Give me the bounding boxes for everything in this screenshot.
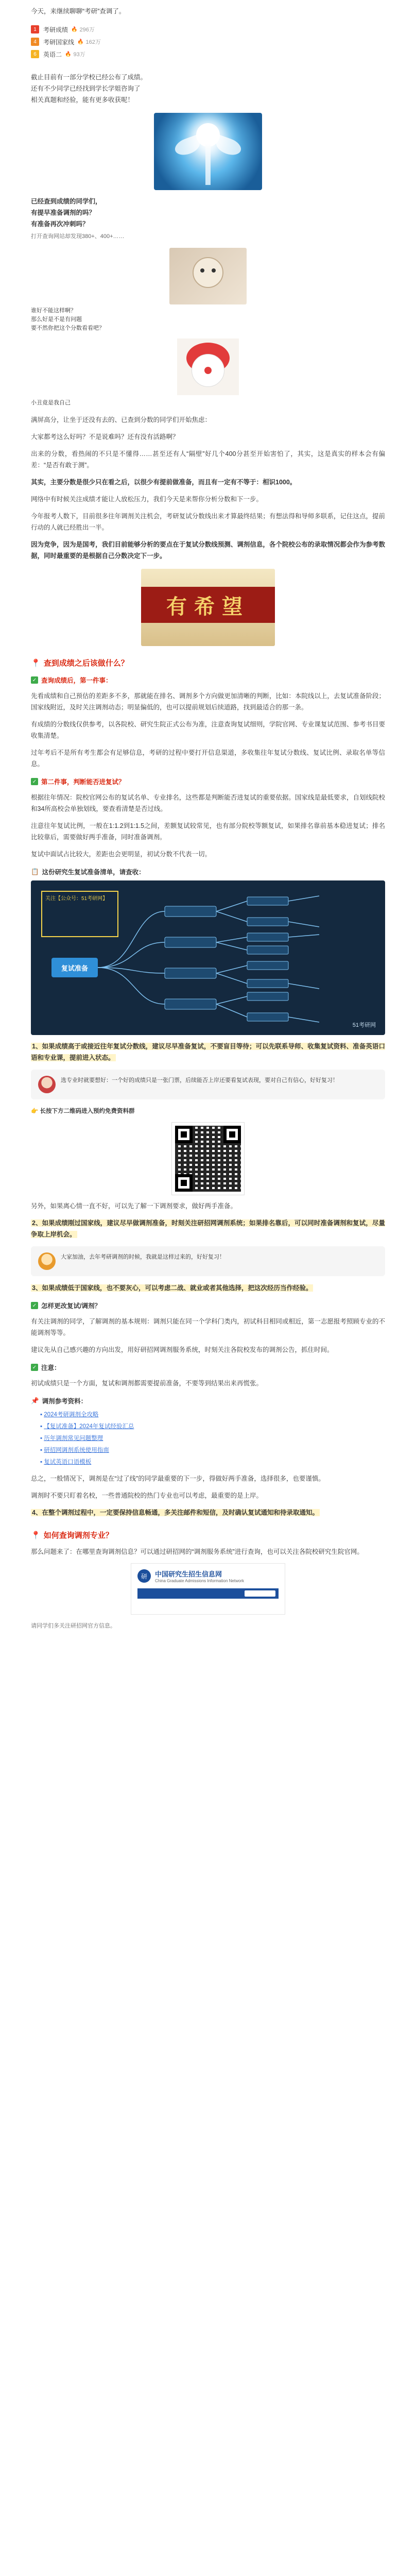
site-header <box>131 1564 285 1588</box>
check-icon: ✓ <box>31 1302 38 1309</box>
hot-item[interactable] <box>31 48 118 60</box>
mindmap-image <box>31 880 385 1035</box>
mindmap-center-label: 复试准备 <box>61 964 88 972</box>
link-text[interactable]: 复试英语口语模板 <box>44 1459 92 1465</box>
hot-label: 考研国家线 <box>43 38 75 46</box>
subsection-heading <box>31 1301 385 1310</box>
quote-bubble <box>31 1246 385 1276</box>
qr-caption: 👉 长按下方二维码进入预约免费资料群 <box>31 1108 135 1114</box>
intro-text: 今天，来继续聊聊“考研”查调了。 <box>31 8 126 15</box>
bubble-text: 大家加油，去年考研调剂的时候，我就是这样过来的，好好复习！ <box>61 1254 225 1260</box>
hot-label: 英语二 <box>43 50 62 58</box>
paragraph: 大家都考这么好吗？不是说难吗？还有没有活路啊？ <box>31 433 179 440</box>
paragraph: 根据往年情况：院校官网公布的复试名单、专业排名，这些都是判断能否进复试的重要依据。国家线是最低要求，自划线院校和34所高校会单独划线，要查看清楚是否过线。 <box>31 794 385 812</box>
footer-note: 请同学们多关注研招网官方信息。 <box>31 1623 116 1629</box>
paragraph: 另外，如果离心情一直不好，可以先了解一下调剂要求，做好两手准备。 <box>31 1202 237 1210</box>
cat-face <box>193 257 223 288</box>
site-nav-bar <box>137 1588 279 1599</box>
site-search-box[interactable] <box>245 1590 275 1597</box>
paragraph-highlight <box>31 539 385 562</box>
quote-bubble <box>31 1070 385 1099</box>
link-item[interactable]: ▪ 【复试准备】2024年复试经验汇总 <box>40 1423 134 1430</box>
banner-image <box>141 569 275 646</box>
rank-badge: 4 <box>31 38 39 46</box>
link-text[interactable]: 历年调剂常见问题整理 <box>44 1435 103 1442</box>
subsection-title: 注意： <box>41 1364 61 1371</box>
paragraph: 出来的分数，看热闹的不只是不懂得……甚至还有人“隔壁”好几个400分甚至开始害怕了，其实，这是真实的样本会有偏差：“是否有敢于测”。 <box>31 450 385 469</box>
warning-text: 3、如果成绩低于国家线，也不要灰心，可以考虑二战、就业或者其他选择，把这次经历当作经验。 <box>32 1284 313 1292</box>
paragraph: 有关注调剂的同学，了解调剂的基本规则：调剂只能在同一个学科门类内，初试科目相同或相近，第一志愿报考照顾专业的不能调剂等等。 <box>31 1318 385 1336</box>
warning-paragraph <box>31 1507 385 1518</box>
paragraph: 截止目前有一部分学校已经公布了成绩。 还有不少同学已经找到学长学姐咨询了 相关真题和经验，能有更多收获呢！ <box>31 74 147 104</box>
highlight-text: 因为竞争，因为是国考，我们目前能够分析的要点在于复试分数线预测、调剂信息，各个院校公布的录取情况都会作为参考数据，同时最重要的是根据自己分数决定下一步。 <box>31 541 385 560</box>
follow-text: 关注【公众号：51考研网】 <box>45 896 108 902</box>
link-item[interactable]: ▪ 历年调剂常见问题整理 <box>40 1435 103 1442</box>
meme-clown-image <box>177 338 239 395</box>
warning-paragraph <box>31 1041 385 1063</box>
brand-text: 51考研网 <box>352 1022 376 1028</box>
warning-paragraph <box>31 1282 385 1294</box>
banner-plaque <box>141 587 275 623</box>
paragraph: 过年考后不是所有考生都会有足够信息，考研的过程中要打开信息渠道，多收集往年复试分数线、复试比例、录取名单等信息。 <box>31 749 385 768</box>
hot-item[interactable] <box>31 23 118 36</box>
site-logo-icon: 研 <box>137 1569 151 1583</box>
hot-icon: 🔥 <box>71 26 78 32</box>
meme-caption: 小丑竟是我自己 <box>31 400 71 406</box>
paragraph: 复试中面试占比较大，差距也会更明显，初试分数不代表一切。 <box>31 851 212 858</box>
wing-right <box>214 134 243 158</box>
subsection-title: 第二件事，判断能否进复试？ <box>41 778 125 786</box>
warning-text: 2、如果成绩刚过国家线，建议尽早做调剂准备，时刻关注研招网调剂系统；如果排名靠后，可以同时准备调剂和复试，尽量争取上岸机会。 <box>31 1219 385 1238</box>
rank-badge: 6 <box>31 50 39 58</box>
qr-finder <box>175 1174 193 1192</box>
paragraph: 有成绩的分数线仅供参考，以各院校、研究生院正式公布为准，注意查询复试细则，学院官网、专业课复试范围、参考书目要收集清楚。 <box>31 721 385 739</box>
hot-count: 93万 <box>73 52 85 58</box>
link-list <box>31 1410 385 1467</box>
section-heading <box>31 1530 385 1540</box>
mindmap-branches <box>31 880 385 1035</box>
link-text[interactable]: 【复试准备】2024年复试经验汇总 <box>44 1423 134 1430</box>
site-name-en: China Graduate Admissions Information Network <box>155 1579 244 1583</box>
link-item[interactable]: ▪ 复试英语口语模板 <box>40 1459 92 1465</box>
qr-finder <box>175 1126 193 1143</box>
paragraph: 网络中有时候关注成绩才能让人放松压力，我们今天是来帮你分析分数和下一步。 <box>31 496 263 503</box>
wing-left <box>172 134 202 158</box>
hero-illustration <box>154 113 262 190</box>
qr-code[interactable] <box>172 1123 244 1195</box>
link-item[interactable]: ▪ 研招网调剂系统使用指南 <box>40 1447 109 1453</box>
pushpin-icon: 📌 <box>31 1397 39 1404</box>
warning-paragraph <box>31 1217 385 1240</box>
warning-text: 1、如果成绩高于或接近往年复试分数线，建议尽早准备复试，不要盲目等待；可以先联系导师、收集复试资料、准备英语口语和专业课，提前进入状态。 <box>31 1043 385 1061</box>
paragraph: 今年报考人数下，目前很多往年调剂关注机会，考研复试分数线出来才算最终结果；有想法得和导师多联系，记住这点，提前行动的人就已经胜出一半。 <box>31 513 385 531</box>
hot-icon: 🔥 <box>77 39 84 45</box>
hero-subcaption: 打开查询网站却发现380+、400+…… <box>31 233 125 240</box>
sword-shape <box>205 144 211 185</box>
subsection-heading <box>31 675 385 685</box>
link-item[interactable]: ▪ 2024考研调剂全攻略 <box>40 1412 99 1418</box>
meme-cat-image <box>169 248 247 304</box>
paragraph: 调剂时不要只盯着名校，一些普通院校的热门专业也可以考虑，最重要的是上岸。 <box>31 1492 263 1499</box>
pin-icon: 📍 <box>31 1531 41 1540</box>
hot-item[interactable] <box>31 36 118 48</box>
paragraph: 初试成绩只是一个方面，复试和调剂都需要提前准备，不要等到结果出来再慌张。 <box>31 1380 263 1387</box>
qr-caption-text: 长按下方二维码进入预约免费资料群 <box>40 1108 135 1114</box>
subsection-title: 调剂参考资料： <box>42 1398 88 1405</box>
link-text[interactable]: 2024考研调剂全攻略 <box>44 1412 99 1418</box>
link-text[interactable]: 研招网调剂系统使用指南 <box>44 1447 109 1453</box>
clown-nose <box>204 367 212 374</box>
paragraph: 其实，主要分数是很少只在看之后，以很少有提前做准备，而且有一定有不等于：相识1000。 <box>31 479 297 486</box>
site-name: 中国研究生招生信息网 <box>155 1571 222 1579</box>
pin-icon: 📍 <box>31 658 41 668</box>
cat-eye <box>212 268 216 273</box>
avatar <box>38 1076 56 1093</box>
check-icon: ✓ <box>31 676 38 684</box>
paragraph: 那么问题来了：在哪里查询调剂信息？可以通过研招网的“调剂服务系统”进行查询，也可以关注各院校研究生院官网。 <box>31 1548 363 1555</box>
clipboard-icon: 📋 <box>31 868 39 875</box>
paragraph: 注意往年复试比例，一般在1:1.2到1:1.5之间，差额复试较常见，也有部分院校等额复试，如果排名靠前基本稳进复试；排名比较靠后，需要做好两手准备，同时准备调剂。 <box>31 822 385 841</box>
hot-search-list <box>31 23 118 60</box>
hot-count: 296万 <box>79 27 95 33</box>
mindmap-brand <box>353 1021 376 1029</box>
subsection-heading <box>31 1396 385 1405</box>
section-heading <box>31 657 385 668</box>
subsection-title: 怎样更改复试/调剂？ <box>41 1302 101 1310</box>
subsection-heading <box>31 1363 385 1372</box>
avatar <box>38 1252 56 1270</box>
banner-text: 有希望 <box>166 594 250 619</box>
check-icon: ✓ <box>31 1364 38 1371</box>
qr-finder <box>223 1126 241 1143</box>
rank-badge: 1 <box>31 25 39 33</box>
paragraph: 先看成绩和自己预估的差距多不多，那就能在排名、调剂多个方向做更加清晰的判断，比如：本院线以上，去复试准备阶段；国家线附近，及时关注调剂动态；明显偏低的，也可以提前规划后续道路，找到最适合的那一条。 <box>31 692 385 711</box>
subsection-heading <box>31 777 385 786</box>
paragraph: 建议先从自己感兴趣的方向出发，用好研招网调剂服务系统，时刻关注各院校发布的调剂公告，抓住时间。 <box>31 1346 334 1353</box>
hot-icon: 🔥 <box>65 51 72 57</box>
check-icon: ✓ <box>31 778 38 785</box>
paragraph: 总之，一般情况下，调剂是在“过了线”的同学最重要的下一步，得做好两手准备，选择很多，也要谨慎。 <box>31 1475 325 1482</box>
paragraph: 满屏高分，让坐于还没有去的、已查到分数的同学们开始焦虑： <box>31 416 212 423</box>
hot-count: 162万 <box>85 39 101 45</box>
section-title: 查到成绩之后该做什么？ <box>43 659 129 668</box>
subsection-title: 这份研究生复试准备清单，请查收： <box>42 869 145 876</box>
hero-caption: 已经查到成绩的同学们， 有提早准备调剂的吗？ 有准备再次冲刺吗？ <box>31 198 102 228</box>
site-screenshot <box>131 1563 285 1615</box>
section-title: 如何查询调剂专业？ <box>43 1531 113 1540</box>
hot-label: 考研成绩 <box>43 26 68 33</box>
warning-text: 4、在整个调剂过程中，一定要保持信息畅通，多关注邮件和短信，及时确认复试通知和待录取通知。 <box>32 1509 319 1516</box>
cat-eye <box>200 268 204 273</box>
subsection-title: 查询成绩后，第一件事： <box>41 677 112 684</box>
meme-caption: 谁好不能这样啊？ 那么好是不是有问题 要不然你把这个分数看看吧？ <box>31 308 105 331</box>
subsection-heading <box>31 867 385 876</box>
bubble-text: 选专业时就要想好：一个好的成绩只是一张门票，后续能否上岸还要看复试表现，要对自己有信心，好好复习！ <box>61 1077 338 1083</box>
